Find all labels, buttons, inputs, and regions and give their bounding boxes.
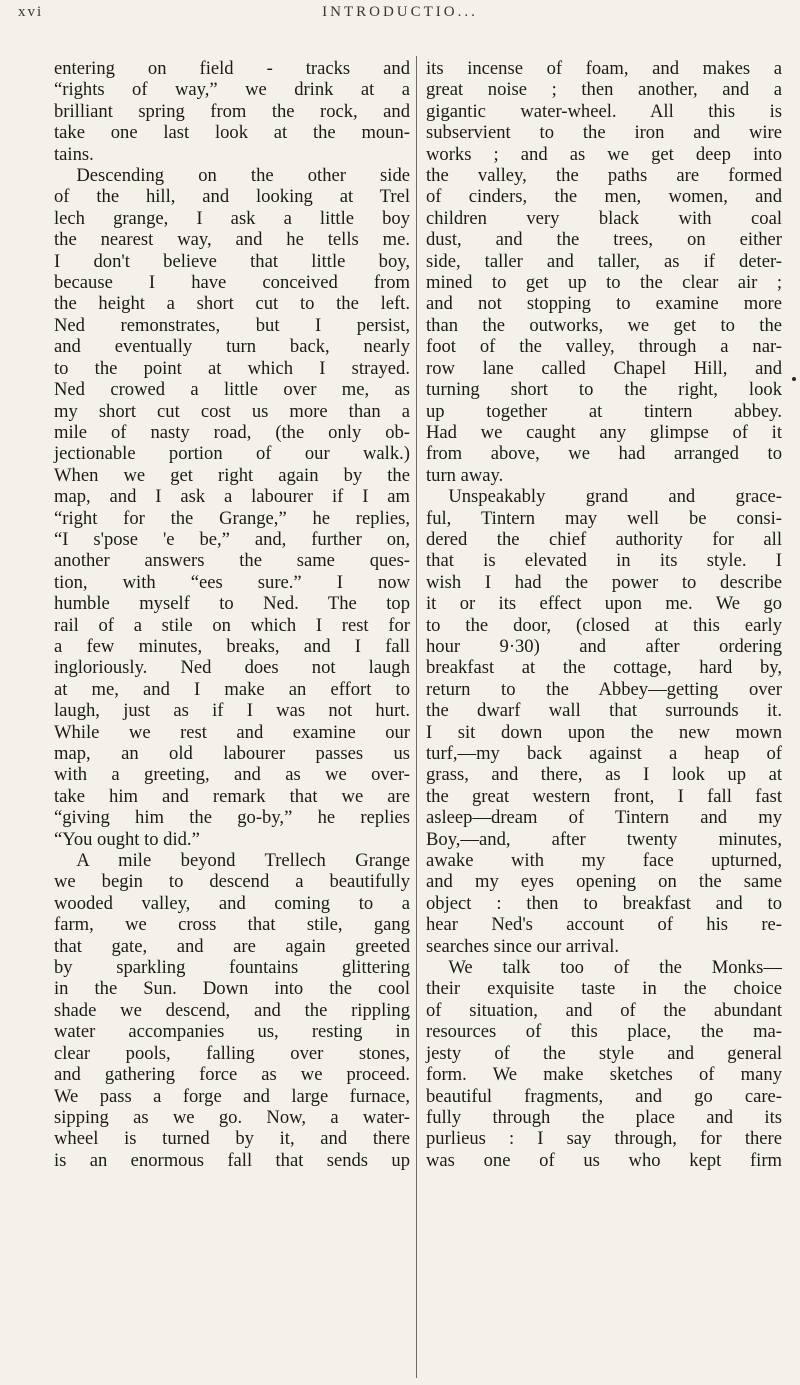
text-line: turning short to the right, look — [426, 379, 782, 401]
text-line: resources of this place, the ma- — [426, 1021, 782, 1043]
text-line: When we get right again by the — [54, 464, 410, 486]
text-line: Had we caught any glimpse of it — [426, 421, 782, 443]
text-line: gigantic water-wheel. All this is — [426, 100, 782, 122]
text-line: humble myself to Ned. The top — [54, 593, 410, 615]
text-line: subservient to the iron and wire — [426, 122, 782, 144]
text-line: great noise ; then another, and a — [426, 79, 782, 101]
text-line: “right for the Grange,” he replies, — [54, 507, 410, 529]
text-line: and not stopping to examine more — [426, 293, 782, 315]
text-line: hear Ned's account of his re- — [426, 914, 782, 936]
text-line: map, and I ask a labourer if I am — [54, 486, 410, 508]
text-line: mined to get up to the clear air ; — [426, 272, 782, 294]
text-line: fully through the place and its — [426, 1106, 782, 1128]
text-line: my short cut cost us more than a — [54, 400, 410, 422]
text-line: Boy,—and, after twenty minutes, — [426, 828, 782, 850]
text-line: lech grange, I ask a little boy — [54, 207, 410, 229]
text-line: turf,—my back against a heap of — [426, 743, 782, 764]
text-line: foot of the valley, through a nar- — [426, 336, 782, 358]
text-line: I sit down upon the new mown — [426, 721, 782, 743]
text-line: from above, we had arranged to — [426, 443, 782, 465]
text-line: Ned crowed a little over me, as — [54, 379, 410, 401]
text-line: at me, and I make an effort to — [54, 678, 410, 700]
text-line: I don't believe that little boy, — [54, 250, 410, 272]
text-line: Unspeakably grand and grace- — [448, 486, 782, 508]
text-line: than the outworks, we get to the — [426, 314, 782, 336]
text-line: clear pools, falling over stones, — [54, 1042, 410, 1064]
text-line: wheel is turned by it, and there — [54, 1128, 410, 1150]
text-line: was one of us who kept firm — [426, 1149, 782, 1171]
text-line: side, taller and taller, as if deter- — [426, 250, 782, 272]
text-line: and my eyes opening on the same — [426, 871, 782, 893]
text-line: breakfast at the cottage, hard by, — [426, 657, 782, 679]
text-line: brilliant spring from the rock, and — [54, 100, 410, 122]
text-line: rail of a stile on which I rest for — [54, 614, 410, 636]
text-line: water accompanies us, resting in — [54, 1021, 410, 1043]
text-line: “rights of way,” we drink at a — [54, 79, 410, 101]
running-head — [18, 4, 782, 26]
text-line: asleep—dream of Tintern and my — [426, 807, 782, 829]
text-line: of the hill, and looking at Trel — [54, 186, 410, 208]
text-line: map, an old labourer passes us — [54, 743, 410, 764]
text-line: “I s'pose 'e be,” and, further on, — [54, 528, 410, 550]
ink-speck — [792, 377, 796, 381]
text-line: farm, we cross that stile, gang — [54, 914, 410, 936]
text-line: its incense of foam, and makes a — [426, 58, 782, 79]
text-line: that is elevated in its style. I — [426, 550, 782, 572]
text-line: up together at tintern abbey. — [426, 400, 782, 422]
text-line: sipping as we go. Now, a water- — [54, 1106, 410, 1128]
text-line: of situation, and of the abundant — [426, 999, 782, 1021]
text-line: we begin to descend a beautifully — [54, 871, 410, 893]
text-line: take him and remark that we are — [54, 785, 410, 807]
text-line: grass, and there, as I look up at — [426, 764, 782, 786]
text-line: laugh, just as if I was not hurt. — [54, 700, 410, 722]
text-line: to the door, (closed at this early — [426, 614, 782, 636]
text-line: tains. — [54, 143, 94, 165]
text-line: and eventually turn back, nearly — [54, 336, 410, 358]
text-line: with a greeting, and as we over- — [54, 764, 410, 786]
text-line: the valley, the paths are formed — [426, 165, 782, 187]
running-title: INTRODUCTIO... — [322, 4, 478, 20]
text-line: works ; and as we get deep into — [426, 143, 782, 165]
text-line: it or its effect upon me. We go — [426, 593, 782, 615]
right-column — [426, 58, 782, 1171]
text-line: beautiful fragments, and go care- — [426, 1085, 782, 1107]
text-line: dered the chief authority for all — [426, 528, 782, 550]
text-line: We talk too of the Monks— — [448, 957, 782, 979]
text-line: another answers the same ques- — [54, 550, 410, 572]
text-line: return to the Abbey—getting over — [426, 678, 782, 700]
text-line: Descending on the other side — [76, 165, 410, 187]
column-divider — [416, 56, 417, 1378]
text-line: a few minutes, breaks, and I fall — [54, 635, 410, 657]
text-line: wooded valley, and coming to a — [54, 892, 410, 914]
left-column — [54, 58, 410, 1171]
text-line: wish I had the power to describe — [426, 571, 782, 593]
text-line: because I have conceived from — [54, 272, 410, 294]
text-line: turn away. — [426, 464, 504, 486]
text-line: “giving him the go-by,” he replies — [54, 807, 410, 829]
text-line: is an enormous fall that sends up — [54, 1149, 410, 1171]
text-line: ingloriously. Ned does not laugh — [54, 657, 410, 679]
text-line: searches since our arrival. — [426, 935, 620, 957]
text-line: the nearest way, and he tells me. — [54, 229, 410, 251]
text-line: in the Sun. Down into the cool — [54, 978, 410, 1000]
text-line: A mile beyond Trellech Grange — [76, 850, 410, 872]
text-line: their exquisite taste in the choice — [426, 978, 782, 1000]
text-line: to the point at which I strayed. — [54, 357, 410, 379]
text-line: the great western front, I fall fast — [426, 785, 782, 807]
text-line: While we rest and examine our — [54, 721, 410, 743]
text-line: ful, Tintern may well be consi- — [426, 507, 782, 529]
text-line: “You ought to did.” — [54, 828, 200, 850]
text-line: children very black with coal — [426, 207, 782, 229]
text-line: jectionable portion of our walk.) — [54, 443, 410, 465]
text-line: the height a short cut to the left. — [54, 293, 410, 315]
text-line: the dwarf wall that surrounds it. — [426, 700, 782, 722]
text-line: We pass a forge and large furnace, — [54, 1085, 410, 1107]
text-line: of cinders, the men, women, and — [426, 186, 782, 208]
text-line: shade we descend, and the rippling — [54, 999, 410, 1021]
page-number: xvi — [18, 4, 44, 20]
text-line: by sparkling fountains glittering — [54, 957, 410, 979]
text-line: row lane called Chapel Hill, and — [426, 357, 782, 379]
text-line: dust, and the trees, on either — [426, 229, 782, 251]
text-line: hour 9·30) and after ordering — [426, 635, 782, 657]
text-line: take one last look at the moun- — [54, 122, 410, 144]
text-line: Ned remonstrates, but I persist, — [54, 314, 410, 336]
text-line: awake with my face upturned, — [426, 850, 782, 872]
text-line: entering on field - tracks and — [54, 58, 410, 79]
text-line: mile of nasty road, (the only ob- — [54, 421, 410, 443]
text-line: that gate, and are again greeted — [54, 935, 410, 957]
text-line: purlieus : I say through, for there — [426, 1128, 782, 1150]
text-line: jesty of the style and general — [426, 1042, 782, 1064]
text-line: and gathering force as we proceed. — [54, 1064, 410, 1086]
text-line: form. We make sketches of many — [426, 1064, 782, 1086]
text-line: object : then to breakfast and to — [426, 892, 782, 914]
text-line: tion, with “ees sure.” I now — [54, 571, 410, 593]
